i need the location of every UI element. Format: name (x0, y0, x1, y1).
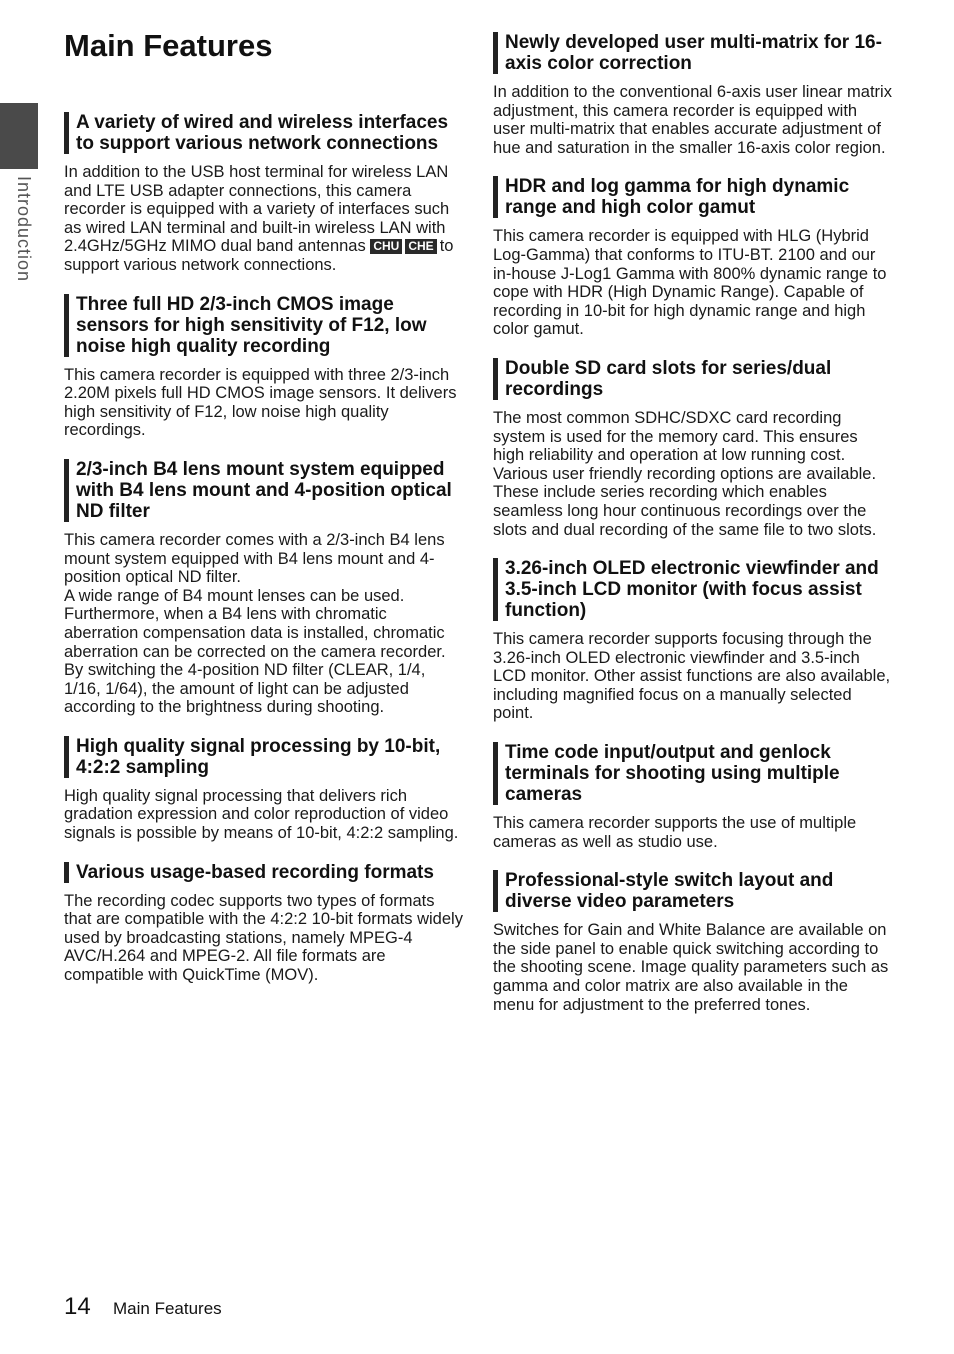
section-body (64, 163, 464, 275)
section-paragraph (64, 163, 464, 275)
section-lens-mount (64, 459, 464, 717)
section-paragraph: Switches for Gain and White Balance are available on the side panel to enable quick switching according to the shooting scene. Image quality parameters such as gamma and color matrix are also available in the menu for adjustment to the preferred tones. (493, 921, 889, 1014)
section-heading: 2/3-inch B4 lens mount system equipped with B4 lens mount and 4-position optical ND filter (64, 459, 464, 522)
section-multi-matrix (493, 32, 893, 157)
section-body (493, 921, 893, 1014)
section-paragraph: This camera recorder supports focusing through the 3.26-inch OLED electronic viewfinder and 3.5-inch LCD monitor. Other assist functions are also available, including magnified focus on a manually selected point. (493, 630, 891, 723)
section-heading: High quality signal processing by 10-bit, 4:2:2 sampling (64, 736, 464, 778)
paragraph-text: to support various network connections. (64, 237, 454, 274)
section-heading: Professional-style switch layout and diverse video parameters (493, 870, 893, 912)
section-sd-card-slots (493, 358, 893, 539)
paragraph-text: In addition to the USB host terminal for wireless LAN and LTE USB adapter connections, this camera recorder is equipped with a variety of interfaces such as wired LAN terminal and built-in wireless LAN with 2.4GHz/5GHz MIMO dual band antennas (64, 163, 450, 256)
section-network-interfaces (64, 112, 464, 275)
chapter-tab (0, 103, 38, 169)
section-cmos-sensors (64, 294, 464, 440)
section-body (64, 787, 464, 843)
section-paragraph: In addition to the conventional 6-axis user linear matrix adjustment, this camera recorder is equipped with user multi-matrix that enables accurate adjustment of hue and saturation in the smaller 16-axis color region. (493, 83, 892, 157)
footer-section-title: Main Features (113, 1299, 222, 1318)
section-viewfinder-monitor (493, 558, 893, 723)
section-paragraph: The most common SDHC/SDXC card recording system is used for the memory card. This ensures high reliability and operation at low running cost. Various user friendly recording options are available. These include series recording which enables seamless long hour continuous recordings over the slots and dual recording of the same file to two slots. (493, 408, 877, 539)
page-number: 14 (64, 1293, 91, 1320)
section-body (493, 83, 893, 157)
section-heading: HDR and log gamma for high dynamic range and high color gamut (493, 176, 893, 218)
section-paragraph: A wide range of B4 mount lenses can be used. Furthermore, when a B4 lens with chromatic aberration compensation data is installed, chromatic aberration can be corrected on the camera recorder. (64, 586, 446, 661)
section-body (64, 892, 464, 985)
chapter-tab-label: Introduction (14, 176, 34, 283)
section-paragraph: This camera recorder supports the use of multiple cameras as well as studio use. (493, 814, 857, 851)
section-signal-processing (64, 736, 464, 843)
section-timecode-genlock (493, 742, 893, 851)
right-column (493, 32, 893, 1033)
section-paragraph: This camera recorder is equipped with HLG (Hybrid Log-Gamma) that conforms to ITU-BT. 2100 and our in-house J-Log1 Gamma with 800% dynamic range to cope with HDR (High Dynamic Range). Capable of recording in 10-bit for high dynamic range and high color gamut. (493, 227, 887, 339)
section-body (493, 630, 893, 723)
section-body (493, 814, 893, 851)
section-body (493, 227, 893, 339)
section-paragraph: This camera recorder comes with a 2/3-inch B4 lens mount system equipped with B4 lens mount and 4-position optical ND filter. (64, 530, 445, 587)
section-paragraph: High quality signal processing that delivers rich gradation expression and color reproduction of video signals is possible by means of 10-bit, 4:2:2 sampling. (64, 786, 459, 843)
page-title: Main Features (64, 28, 273, 63)
section-heading: Newly developed user multi-matrix for 16-axis color correction (493, 32, 893, 74)
section-heading: Three full HD 2/3-inch CMOS image sensors for high sensitivity of F12, low noise high quality recording (64, 294, 464, 357)
left-column (64, 112, 464, 1004)
section-body (493, 409, 893, 539)
model-badge-che: CHE (405, 239, 436, 254)
section-paragraph: By switching the 4-position ND filter (CLEAR, 1/4, 1/16, 1/64), the amount of light can be adjusted according to the brightness during shooting. (64, 661, 426, 717)
model-badge-chu: CHU (370, 239, 402, 254)
section-hdr-log-gamma (493, 176, 893, 339)
section-paragraph: This camera recorder is equipped with three 2/3-inch 2.20M pixels full HD CMOS image sensors. It delivers high sensitivity of F12, low noise high quality recordings. (64, 365, 457, 440)
section-heading: 3.26-inch OLED electronic viewfinder and 3.5-inch LCD monitor (with focus assist function) (493, 558, 893, 621)
section-heading: A variety of wired and wireless interfaces to support various network connections (64, 112, 464, 154)
section-heading: Double SD card slots for series/dual recordings (493, 358, 893, 400)
section-switch-layout (493, 870, 893, 1014)
section-paragraph: The recording codec supports two types of formats that are compatible with the 4:2:2 10-bit formats widely used by broadcasting stations, namely MPEG-4 AVC/H.264 and MPEG-2. All file formats are compatible with QuickTime (MOV). (64, 891, 463, 985)
section-recording-formats (64, 862, 464, 985)
section-body (64, 366, 464, 440)
section-heading: Time code input/output and genlock terminals for shooting using multiple cameras (493, 742, 893, 805)
section-body (64, 531, 464, 717)
section-heading: Various usage-based recording formats (64, 862, 464, 883)
